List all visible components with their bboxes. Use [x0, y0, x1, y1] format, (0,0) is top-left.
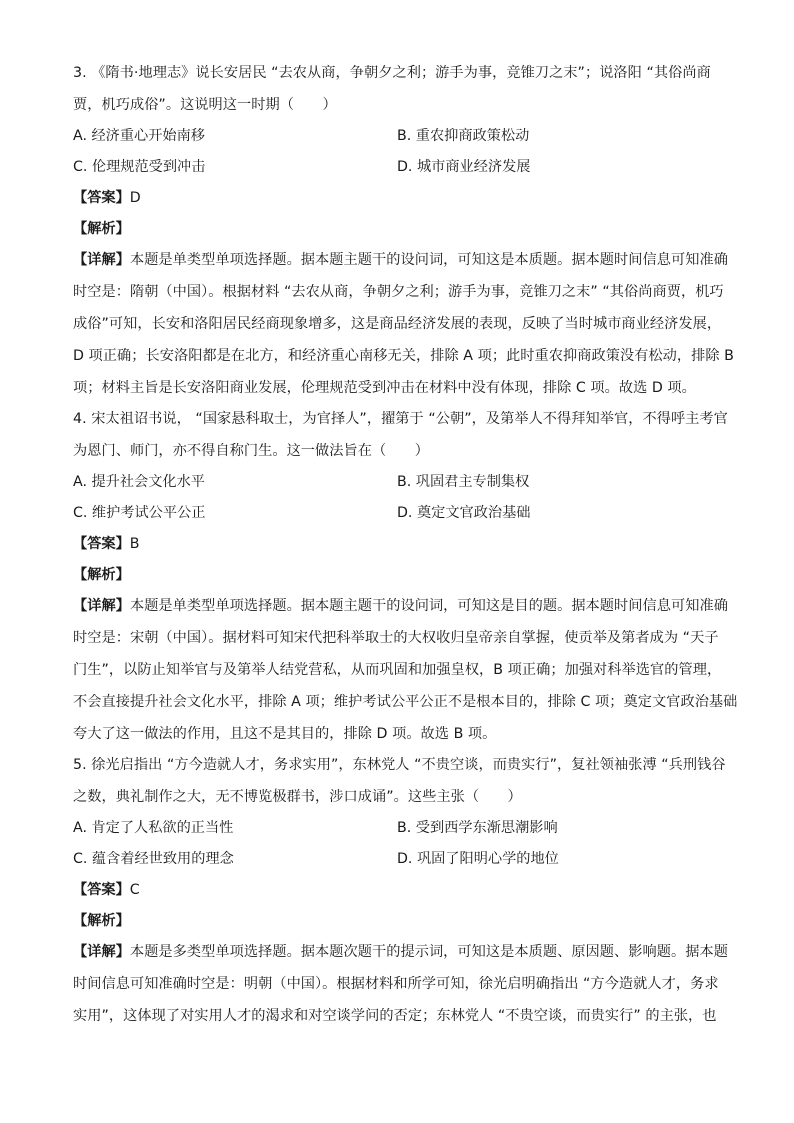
question-4 [73, 408, 738, 745]
question-stem-line: 贾，机巧成俗”。这说明这一时期（ ） [73, 97, 337, 113]
analysis-line [73, 218, 723, 240]
option-b: B. 重农抑商政策松动 [397, 128, 530, 144]
question-5 [73, 754, 728, 1027]
analysis-label: 【解析】 [73, 567, 130, 583]
detail-label: 【详解】 [73, 598, 130, 614]
detail-label: 【详解】 [73, 944, 130, 960]
question-3 [73, 62, 734, 399]
question-stem-line: 为恩门、师门，亦不得自称门生。这一做法旨在（ ） [73, 443, 429, 459]
detail-line: 夸大了这一做法的作用，且这不是其目的，排除 D 项。故选 B 项。 [73, 726, 497, 742]
detail-line: 项；材料主旨是长安洛阳商业发展，伦理规范受到冲击在材料中没有体现，排除 C 项。故选 D 项。 [73, 380, 696, 396]
detail-text: 本题是多类型单项选择题。据本题次题干的提示词，可知这是本质题、原因题、影响题。据本题 [129, 944, 728, 960]
answer-line [73, 879, 723, 901]
option-d: D. 城市商业经济发展 [397, 159, 531, 175]
option-c: C. 伦理规范受到冲击 [73, 159, 206, 175]
options-row [73, 502, 723, 524]
question-stem-line: 4. 宋太祖诏书说， “国家悬科取士，为官择人”，擢第于 “公朝”，及第举人不得拜知举官，不得呼主考官 [73, 411, 728, 427]
option-c: C. 蕴含着经世致用的理念 [73, 851, 234, 867]
detail-line: D 项正确；长安洛阳都是在北方，和经济重心南移无关，排除 A 项；此时重农抑商政策没有松动，排除 B [73, 348, 734, 364]
detail-line: 门生”，以防止知举官与及第举人结党营私，从而巩固和加强皇权，B 项正确；加强对科举选官的管理， [73, 662, 722, 678]
answer-label: 【答案】 [73, 190, 130, 206]
question-stem-line: 之数，典礼制作之大，无不博览极群书，涉口成诵”。这些主张（ ） [73, 789, 522, 805]
options-row [73, 848, 723, 870]
options-row [73, 156, 723, 178]
option-d: D. 奠定文官政治基础 [397, 505, 531, 521]
answer-value: B [129, 536, 140, 552]
detail-line: 时间信息可知准确时空是：明朝（中国）。根据材料和所学可知，徐光启明确指出 “方今造就人才，务求 [73, 976, 719, 992]
detail-line: 不会直接提升社会文化水平，排除 A 项；维护考试公平公正不是根本目的，排除 C 项；奠定文官政治基础 [73, 694, 738, 710]
detail-line: 成俗”可知，长安和洛阳居民经商现象增多，这是商品经济发展的表现，反映了当时城市商业经济发展， [73, 316, 722, 332]
detail-line: 实用”，这体现了对实用人才的渴求和对空谈学问的否定；东林党人 “不贵空谈，而贵实行” 的主张，也 [73, 1008, 717, 1024]
detail-label: 【详解】 [73, 252, 130, 268]
options-row [73, 471, 723, 493]
answer-line [73, 187, 723, 209]
answer-value: D [129, 190, 141, 206]
option-b: B. 受到西学东渐思潮影响 [397, 820, 558, 836]
answer-label: 【答案】 [73, 882, 130, 898]
document-page [73, 62, 738, 1027]
option-c: C. 维护考试公平公正 [73, 505, 206, 521]
detail-line: 时空是：宋朝（中国）。据材料可知宋代把科举取士的大权收归皇帝亲自掌握，使贡举及第者成为 “天子 [73, 630, 719, 646]
answer-label: 【答案】 [73, 536, 130, 552]
option-a: A. 提升社会文化水平 [73, 474, 205, 490]
detail-text: 本题是单类型单项选择题。据本题主题干的设问词，可知这是目的题。据本题时间信息可知准确 [129, 598, 728, 614]
options-row [73, 817, 723, 839]
analysis-line [73, 910, 723, 932]
analysis-label: 【解析】 [73, 221, 130, 237]
option-a: A. 经济重心开始南移 [73, 128, 205, 144]
detail-line: 时空是：隋朝（中国）。根据材料 “去农从商，争朝夕之利；游手为事，竞锥刀之末” “其俗尚商贾，机巧 [73, 284, 724, 300]
option-b: B. 巩固君主专制集权 [397, 474, 530, 490]
detail-line [73, 249, 728, 271]
analysis-line [73, 564, 723, 586]
detail-line [73, 941, 728, 963]
detail-line [73, 595, 728, 617]
option-d: D. 巩固了阳明心学的地位 [397, 851, 559, 867]
analysis-label: 【解析】 [73, 913, 130, 929]
question-stem-line: 5. 徐光启指出 “方今造就人才，务求实用”，东林党人 “不贵空谈，而贵实行”，复社领袖张溥 “兵刑钱谷 [73, 757, 726, 773]
option-a: A. 肯定了人私欲的正当性 [73, 820, 234, 836]
detail-text: 本题是单类型单项选择题。据本题主题干的设问词，可知这是本质题。据本题时间信息可知准确 [129, 252, 728, 268]
answer-line [73, 533, 723, 555]
question-stem-line: 3. 《隋书·地理志》说长安居民 “去农从商，争朝夕之利；游手为事，竞锥刀之末”；说洛阳 “其俗尚商 [73, 65, 711, 81]
options-row [73, 125, 723, 147]
answer-value: C [129, 882, 140, 898]
